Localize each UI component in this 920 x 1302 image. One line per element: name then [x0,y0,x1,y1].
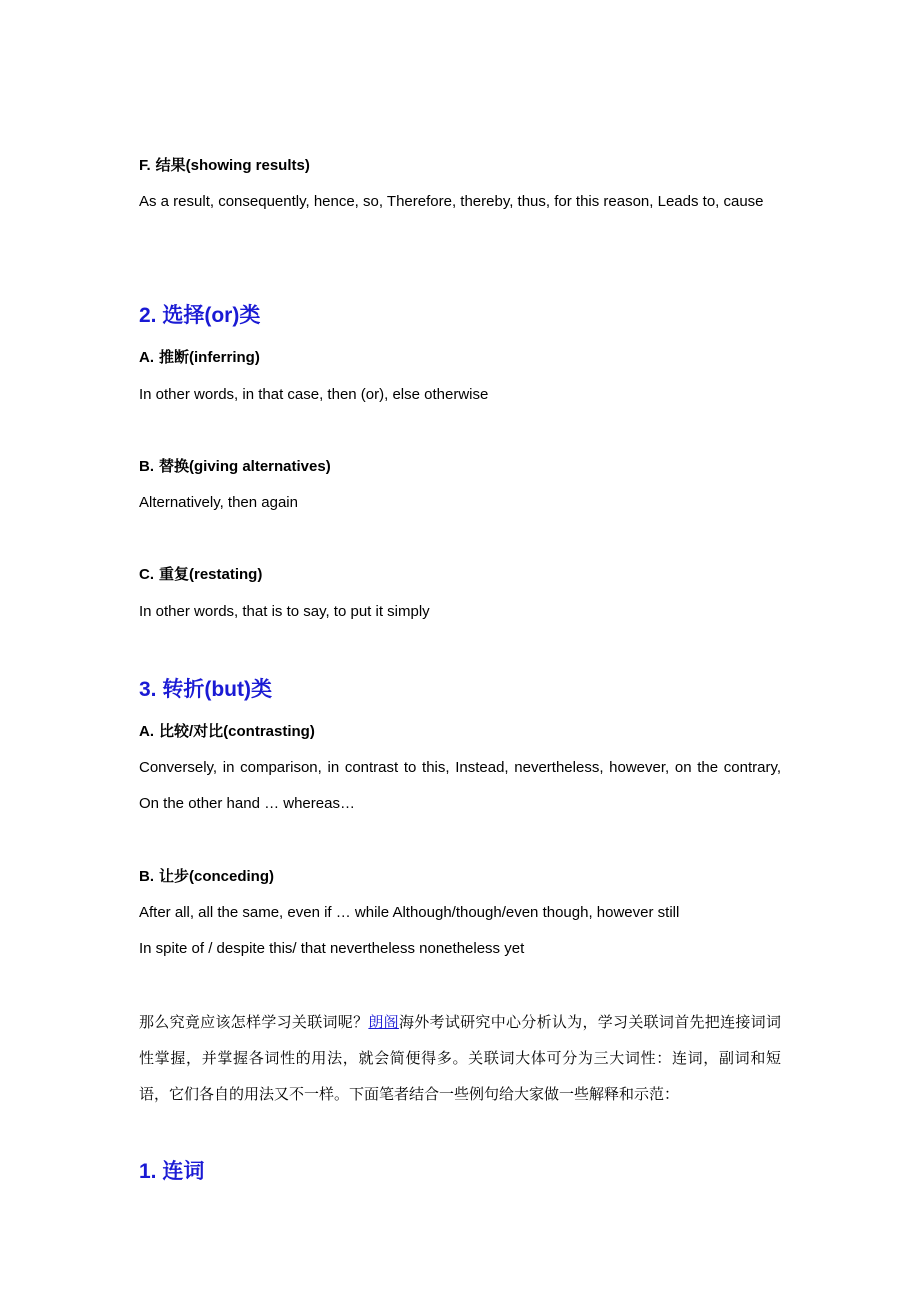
section-heading-conjunctions: 1. 连词 [139,1160,205,1183]
subheading-inferring [139,348,260,368]
subheading-marker: B. [139,868,154,885]
section-heading-or: 2. 选择(or)类 [139,304,261,327]
langge-link[interactable]: 朗阁 [368,1013,399,1031]
subheading-marker: B. [139,458,154,475]
section-heading-but: 3. 转折(but)类 [139,678,272,701]
subheading-restating [139,565,262,585]
intro-paragraph [139,1004,781,1112]
results-connectives-text: As a result, consequently, hence, so, Therefore, thereby, thus, for this reason, Leads to, cause [139,193,764,210]
subheading-marker: A. [139,349,154,366]
subheading-marker: A. [139,723,154,740]
subheading-contrasting [139,722,315,742]
subheading-marker: F. [139,157,151,174]
restating-connectives-text: In other words, that is to say, to put it simply [139,603,430,620]
paragraph-text-start: 那么究竟应该怎样学习关联词呢？ [139,1013,369,1031]
subheading-showing-results [139,156,310,176]
subheading-giving-alternatives [139,457,331,477]
conceding-connectives-line-1: After all, all the same, even if … while Although/though/even though, however still [139,904,680,921]
contrasting-connectives-text: Conversely, in comparison, in contrast to this, Instead, nevertheless, however, on the contrary, On the other hand … whereas… [139,759,781,812]
paragraph-text-rest: 海外考试研究中心分析认为，学习关联词首先把连接词词性掌握，并掌握各词性的用法，就会简便得多。关联词大体可分为三大词性：连词，副词和短语，它们各自的用法又不一样。下面笔者结合一些例句给大家做一些解释和示范： [139,1013,781,1103]
subheading-title: 重复(restating) [159,566,263,583]
inferring-connectives-text: In other words, in that case, then (or), else otherwise [139,386,489,403]
subheading-conceding [139,867,274,887]
alternatives-connectives-text: Alternatively, then again [139,494,298,511]
subheading-title: 让步(conceding) [159,868,274,885]
subheading-title: 比较/对比(contrasting) [159,723,315,740]
subheading-title: 替换(giving alternatives) [159,458,331,475]
subheading-title: 结果(showing results) [155,157,310,174]
conceding-connectives-line-2: In spite of / despite this/ that nevertheless nonetheless yet [139,940,525,957]
subheading-marker: C. [139,566,154,583]
subheading-title: 推断(inferring) [159,349,260,366]
